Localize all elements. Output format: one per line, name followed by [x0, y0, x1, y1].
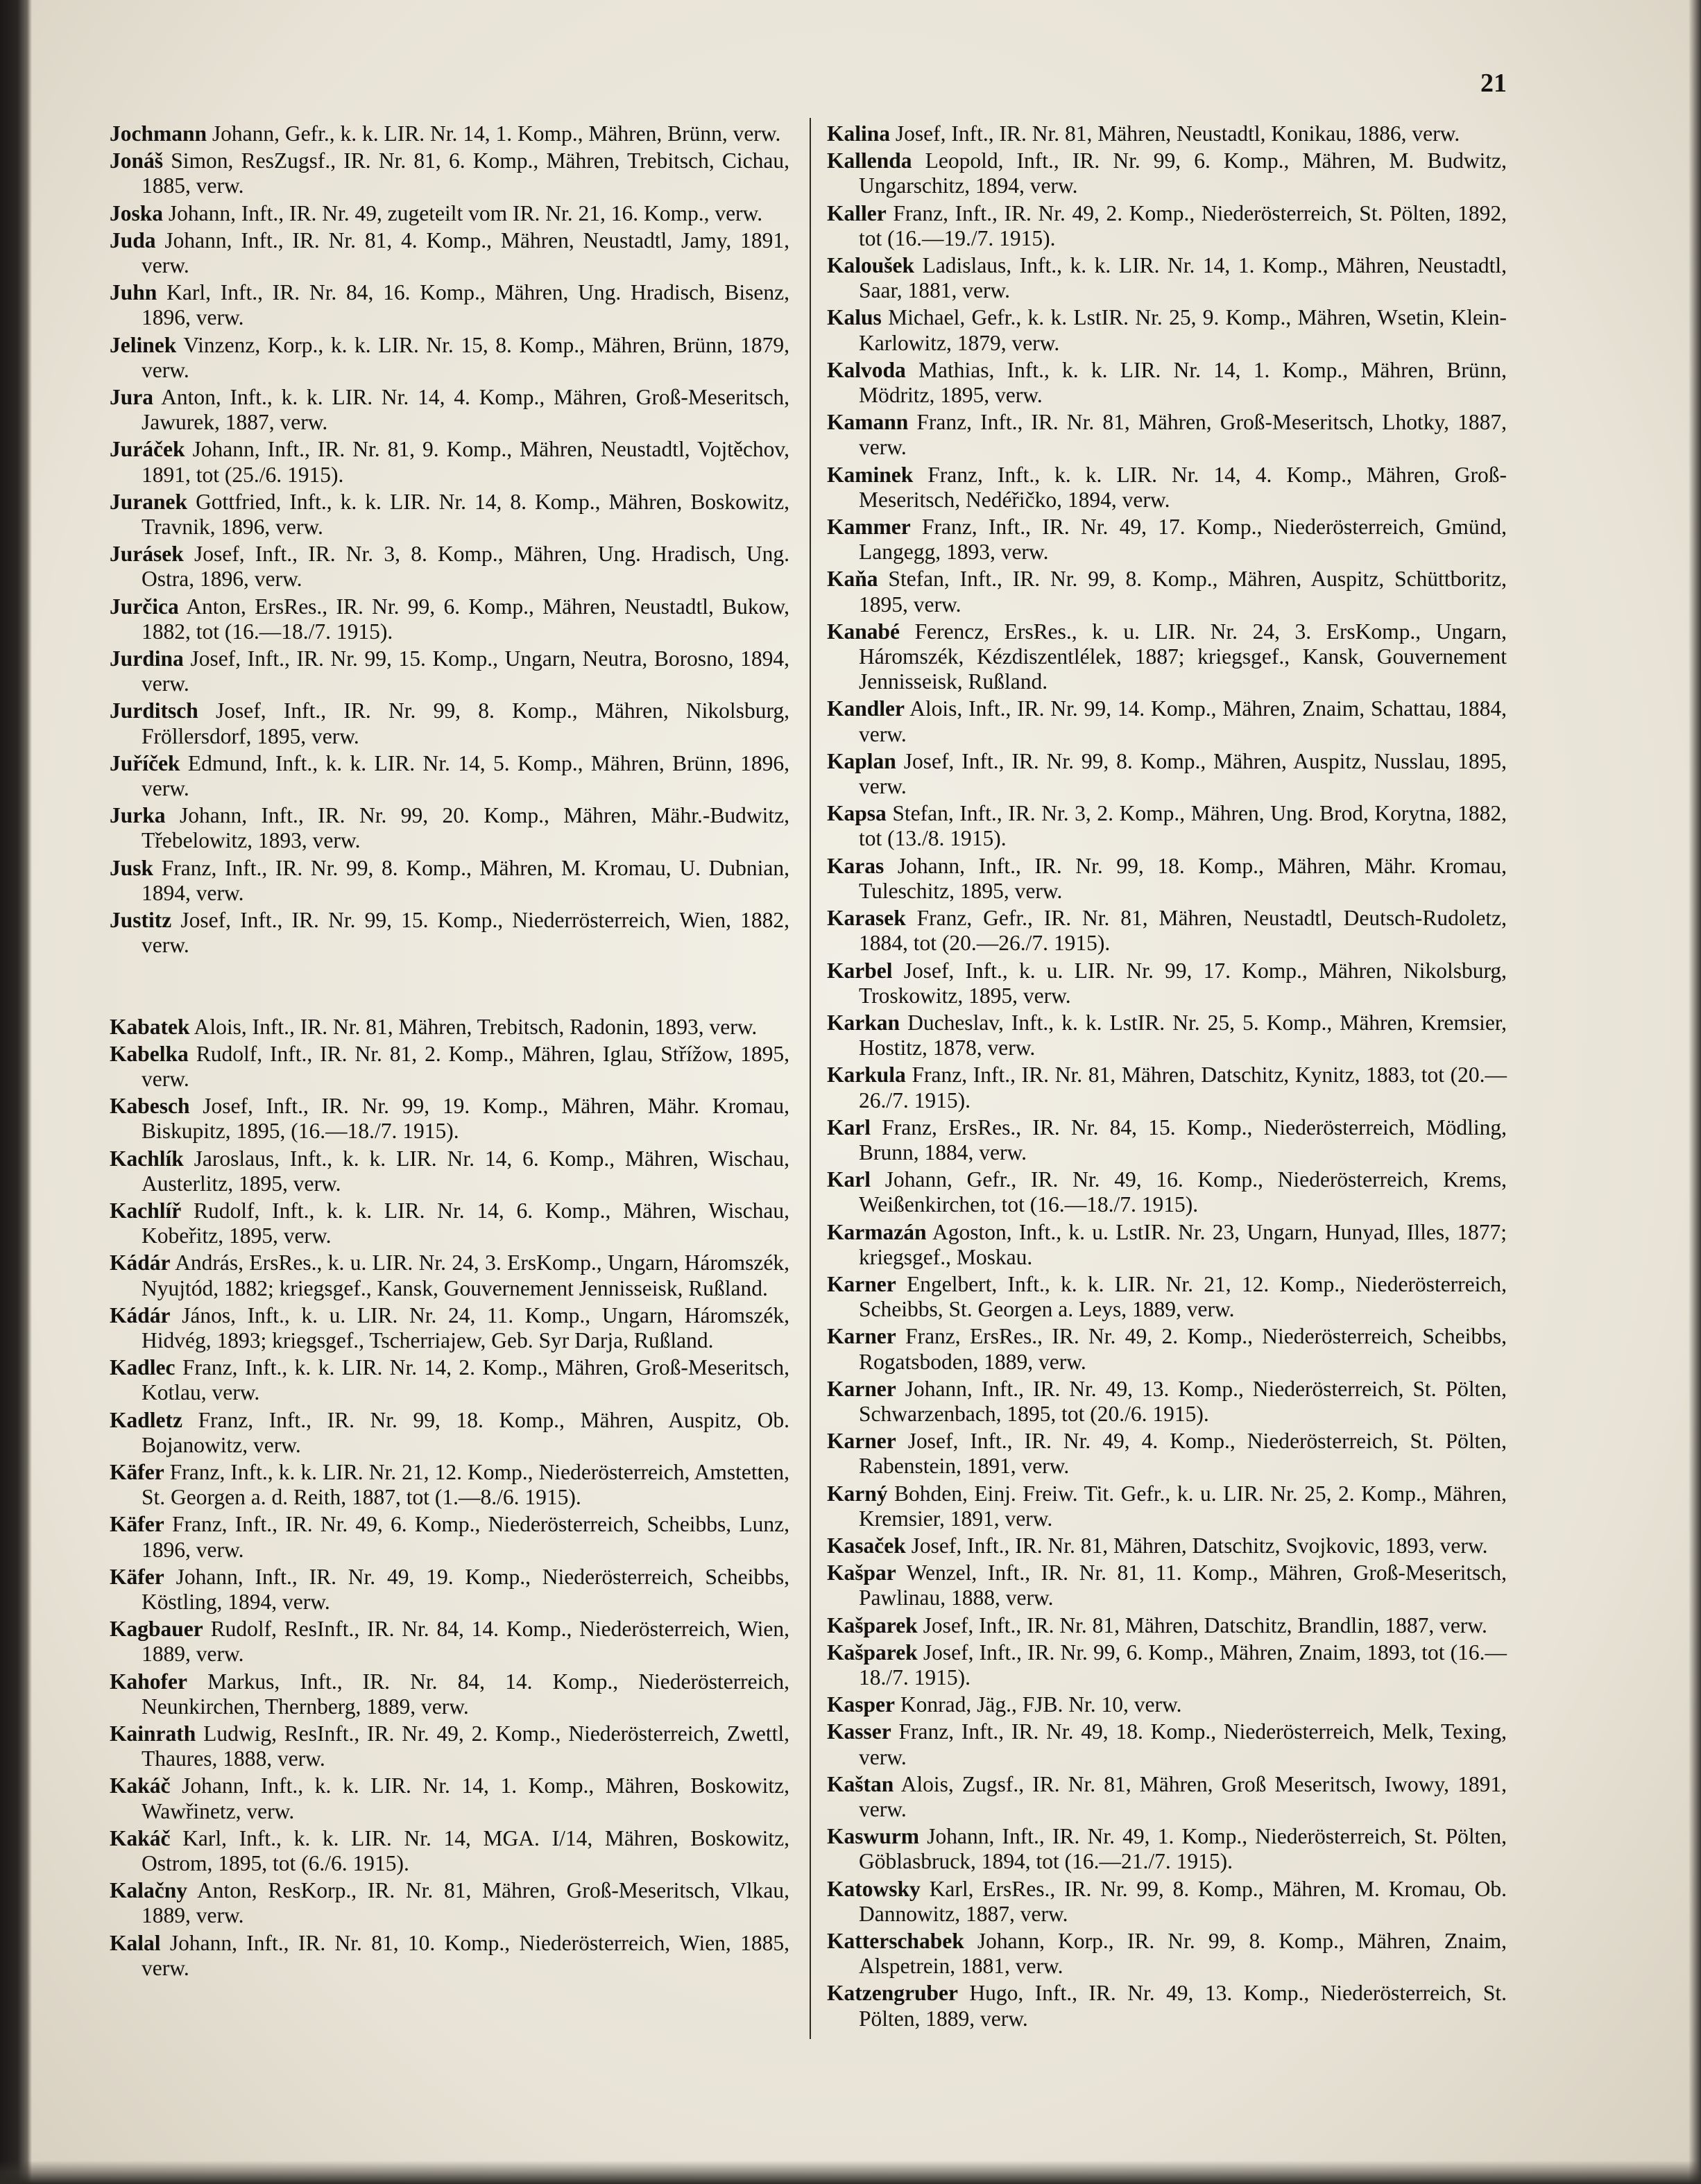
entry-surname: Karner [827, 1429, 896, 1454]
entry-surname: Karner [827, 1324, 896, 1349]
casualty-entry [827, 1719, 1507, 1769]
entry-details: Franz, Inft., IR. Nr. 49, 18. Komp., Niederösterreich, Melk, Texing, verw. [859, 1719, 1507, 1769]
entry-details: Franz, Gefr., IR. Nr. 81, Mähren, Neustadtl, Deutsch-Rudoletz, 1884, tot (20.—26./7. 1915). [859, 906, 1507, 956]
entry-details: Hugo, Inft., IR. Nr. 49, 13. Komp., Niederösterreich, St. Pölten, 1889, verw. [859, 1981, 1507, 2031]
casualty-entry [110, 856, 789, 906]
entry-surname: Karbel [827, 958, 893, 983]
entry-details: Josef, Inft., IR. Nr. 81, Mähren, Datschitz, Brandlin, 1887, verw. [923, 1613, 1487, 1637]
bottom-edge-shadow [0, 2160, 1701, 2184]
entry-surname: Kaňa [827, 567, 878, 592]
entry-surname: Kalus [827, 305, 882, 330]
entry-details: János, Inft., k. u. LIR. Nr. 24, 11. Komp., Ungarn, Háromszék, Hidvég, 1893; kriegsgef., Tscherriajew, Geb. Syr Darja, Rußland. [142, 1302, 790, 1352]
casualty-entry [110, 121, 789, 146]
entry-surname: Kaloušek [827, 253, 915, 278]
entry-details: Markus, Inft., IR. Nr. 84, 14. Komp., Niederösterreich, Neunkirchen, Thernberg, 1889, verw. [142, 1669, 790, 1719]
right-column [827, 121, 1507, 2033]
entry-surname: Karner [827, 1271, 896, 1296]
casualty-entry [827, 515, 1507, 565]
casualty-entry [827, 1929, 1507, 1979]
casualty-entry [827, 1220, 1507, 1270]
casualty-entry [827, 305, 1507, 355]
casualty-entry [827, 1877, 1507, 1927]
page-edge-shadow [1689, 0, 1701, 2184]
entry-surname: Jurásek [110, 542, 184, 567]
entry-surname: Karl [827, 1115, 871, 1140]
entry-details: Wenzel, Inft., IR. Nr. 81, 11. Komp., Mähren, Groß-Meseritsch, Pawlinau, 1888, verw. [859, 1560, 1507, 1610]
entry-details: Josef, Inft., IR. Nr. 99, 6. Komp., Mähren, Znaim, 1893, tot (16.—18./7. 1915). [859, 1640, 1507, 1689]
entry-details: Rudolf, ResInft., IR. Nr. 84, 14. Komp., Niederösterreich, Wien, 1889, verw. [142, 1617, 790, 1667]
entry-details: Stefan, Inft., IR. Nr. 99, 8. Komp., Mähren, Auspitz, Schüttboritz, 1895, verw. [859, 567, 1507, 617]
casualty-entry [110, 1773, 789, 1823]
entry-details: Franz, Inft., IR. Nr. 49, 17. Komp., Niederösterreich, Gmünd, Langegg, 1893, verw. [859, 515, 1507, 565]
entry-details: Jaroslaus, Inft., k. k. LIR. Nr. 14, 6. Komp., Mähren, Wischau, Austerlitz, 1895, verw. [142, 1146, 789, 1196]
entry-surname: Kádár [110, 1250, 171, 1275]
entry-details: Josef, Inft., IR. Nr. 81, Mähren, Datschitz, Svojkovic, 1893, verw. [911, 1533, 1488, 1558]
casualty-entry [110, 1303, 789, 1353]
entry-details: Franz, Inft., IR. Nr. 99, 18. Komp., Mähren, Auspitz, Ob. Bojanowitz, verw. [142, 1407, 790, 1457]
entry-surname: Jurčica [110, 594, 179, 619]
page-number: 21 [1480, 69, 1507, 98]
entry-surname: Kádár [110, 1302, 171, 1327]
entry-surname: Juhn [110, 280, 157, 305]
casualty-entry [110, 201, 789, 226]
entry-details: Ducheslav, Inft., k. k. LstIR. Nr. 25, 5. Komp., Mähren, Kremsier, Hostitz, 1878, verw. [859, 1010, 1507, 1060]
casualty-entry [110, 1669, 789, 1719]
entry-details: Anton, ResKorp., IR. Nr. 81, Mähren, Groß-Meseritsch, Vlkau, 1889, verw. [142, 1878, 790, 1928]
entry-surname: Kachlíř [110, 1198, 182, 1223]
entry-details: Franz, Inft., k. k. LIR. Nr. 14, 4. Komp., Mähren, Groß-Meseritsch, Nedéřičko, 1894, verw. [859, 462, 1507, 512]
entry-surname: Karas [827, 853, 884, 878]
entry-details: Ferencz, ErsRes., k. u. LIR. Nr. 24, 3. ErsKomp., Ungarn, Háromszék, Kézdiszentlélek, 1887; kriegsgef., Kansk, Gouvernement Jennisseisk, Rußland. [859, 619, 1507, 694]
entry-details: Michael, Gefr., k. k. LstIR. Nr. 25, 9. Komp., Mähren, Wsetin, Klein-Karlowitz, 1879, verw. [859, 305, 1507, 355]
entry-surname: Käfer [110, 1564, 164, 1589]
book-spine-shadow [0, 0, 32, 2184]
casualty-entry [110, 1250, 789, 1300]
entry-details: Franz, Inft., IR. Nr. 49, 2. Komp., Niederösterreich, St. Pölten, 1892, tot (16.—19./7. 1915). [859, 200, 1507, 250]
entry-surname: Justitz [110, 908, 172, 933]
entry-details: Stefan, Inft., IR. Nr. 3, 2. Komp., Mähren, Ung. Brod, Korytna, 1882, tot (13./8. 1915). [859, 801, 1507, 851]
casualty-entry [827, 749, 1507, 799]
casualty-entry [110, 1617, 789, 1667]
entry-surname: Kasaček [827, 1533, 906, 1558]
casualty-entry [827, 1115, 1507, 1165]
casualty-entry [110, 1042, 789, 1092]
casualty-entry [110, 908, 789, 958]
casualty-entry [110, 594, 789, 644]
casualty-entry [827, 1560, 1507, 1610]
casualty-entry [110, 228, 789, 278]
entry-details: Johann, Inft., IR. Nr. 81, 4. Komp., Mähren, Neustadtl, Jamy, 1891, verw. [142, 227, 789, 278]
casualty-entry [827, 201, 1507, 251]
casualty-entry [827, 801, 1507, 851]
entry-surname: Kadlec [110, 1355, 176, 1380]
casualty-entry [827, 1824, 1507, 1874]
casualty-entry [110, 1565, 789, 1615]
entry-details: Gottfried, Inft., k. k. LIR. Nr. 14, 8. Komp., Mähren, Boskowitz, Travnik, 1896, verw. [142, 489, 790, 540]
entry-details: Rudolf, Inft., IR. Nr. 81, 2. Komp., Mähren, Iglau, Střížow, 1895, verw. [142, 1041, 789, 1091]
entry-details: Johann, Gefr., k. k. LIR. Nr. 14, 1. Komp., Mähren, Brünn, verw. [212, 121, 781, 146]
entry-details: Johann, Inft., IR. Nr. 49, zugeteilt vom IR. Nr. 21, 16. Komp., verw. [168, 200, 763, 225]
casualty-entry [827, 1377, 1507, 1427]
casualty-entry [827, 696, 1507, 746]
entry-details: Franz, ErsRes., IR. Nr. 84, 15. Komp., Niederösterreich, Mödling, Brunn, 1884, verw. [859, 1115, 1507, 1164]
casualty-entry [827, 619, 1507, 695]
casualty-entry [110, 437, 789, 487]
casualty-entry [110, 1931, 789, 1981]
casualty-entry [110, 1408, 789, 1458]
entry-surname: Kamann [827, 410, 909, 435]
entry-surname: Kabatek [110, 1014, 190, 1039]
entry-surname: Jelinek [110, 332, 177, 357]
entry-details: Johann, Inft., IR. Nr. 99, 18. Komp., Mähren, Mähr. Kromau, Tuleschitz, 1895, verw. [859, 853, 1507, 903]
casualty-entry [110, 1094, 789, 1144]
casualty-entry [110, 646, 789, 696]
entry-details: Engelbert, Inft., k. k. LIR. Nr. 21, 12. Komp., Niederösterreich, Scheibbs, St. Georgen a. Leys, 1889, verw. [859, 1271, 1507, 1322]
entry-details: Josef, Inft., IR. Nr. 99, 15. Komp., Niederrösterreich, Wien, 1882, verw. [142, 908, 790, 958]
entry-details: Edmund, Inft., k. k. LIR. Nr. 14, 5. Komp., Mähren, Brünn, 1896, verw. [142, 750, 789, 801]
entry-surname: Jurdina [110, 646, 184, 671]
casualty-entry [110, 1015, 789, 1040]
casualty-entry [827, 1772, 1507, 1822]
entry-details: Franz, Inft., IR. Nr. 81, Mähren, Groß-Meseritsch, Lhotky, 1887, verw. [859, 410, 1507, 460]
entry-details: Franz, Inft., IR. Nr. 49, 6. Komp., Niederösterreich, Scheibbs, Lunz, 1896, verw. [142, 1512, 790, 1562]
entry-details: Johann, Inft., IR. Nr. 81, 10. Komp., Niederösterreich, Wien, 1885, verw. [142, 1930, 789, 1980]
casualty-entry [827, 1481, 1507, 1531]
entry-details: Johann, Inft., IR. Nr. 81, 9. Komp., Mähren, Neustadtl, Vojtěchov, 1891, tot (25./6. 1915). [142, 437, 790, 487]
entry-surname: Juráček [110, 437, 185, 462]
entry-details: Josef, Inft., IR. Nr. 49, 4. Komp., Niederösterreich, St. Pölten, Rabenstein, 1891, verw. [859, 1429, 1507, 1479]
entry-surname: Kabesch [110, 1094, 190, 1119]
entry-details: Franz, Inft., k. k. LIR. Nr. 14, 2. Komp., Mähren, Groß-Meseritsch, Kotlau, verw. [142, 1355, 789, 1405]
casualty-entry [110, 148, 789, 198]
casualty-entry [827, 463, 1507, 513]
entry-details: Johann, Inft., IR. Nr. 49, 13. Komp., Niederösterreich, St. Pölten, Schwarzenbach, 1895, tot (20./6. 1915). [859, 1376, 1507, 1426]
casualty-entry [110, 803, 789, 853]
entry-details: Josef, Inft., IR. Nr. 99, 8. Komp., Mähren, Auspitz, Nusslau, 1895, verw. [859, 748, 1507, 799]
casualty-entry [827, 121, 1507, 146]
entry-surname: Kasper [827, 1692, 895, 1717]
casualty-entry [110, 1146, 789, 1196]
casualty-entry [827, 567, 1507, 617]
entry-surname: Kakáč [110, 1773, 171, 1798]
entry-surname: Kakáč [110, 1825, 171, 1850]
entry-details: Franz, Inft., IR. Nr. 99, 8. Komp., Mähren, M. Kromau, U. Dubnian, 1894, verw. [142, 855, 790, 905]
entry-surname: Kabelka [110, 1041, 189, 1066]
entry-surname: Karl [827, 1167, 871, 1192]
entry-surname: Katterschabek [827, 1929, 964, 1954]
entry-details: Josef, Inft., IR. Nr. 3, 8. Komp., Mähren, Ung. Hradisch, Ung. Ostra, 1896, verw. [142, 542, 789, 592]
entry-details: Franz, Inft., k. k. LIR. Nr. 21, 12. Komp., Niederösterreich, Amstetten, St. Georgen a. d. Reith, 1887, tot (1.—8./6. 1915). [142, 1459, 790, 1510]
entry-details: Karl, Inft., k. k. LIR. Nr. 14, MGA. I/14, Mähren, Boskowitz, Ostrom, 1895, tot (6./6. 1915). [142, 1825, 790, 1875]
entry-surname: Karasek [827, 906, 906, 931]
casualty-entry [827, 148, 1507, 198]
casualty-entry [827, 358, 1507, 408]
entry-details: Anton, ErsRes., IR. Nr. 99, 6. Komp., Mähren, Neustadtl, Bukow, 1882, tot (16.—18./7. 1915). [142, 594, 790, 644]
entry-details: Anton, Inft., k. k. LIR. Nr. 14, 4. Komp., Mähren, Groß-Meseritsch, Jawurek, 1887, verw. [142, 385, 790, 435]
entry-surname: Käfer [110, 1459, 164, 1484]
entry-details: Johann, Inft., IR. Nr. 49, 19. Komp., Niederösterreich, Scheibbs, Köstling, 1894, verw. [142, 1564, 789, 1614]
entry-details: Franz, ErsRes., IR. Nr. 49, 2. Komp., Niederösterreich, Scheibbs, Rogatsboden, 1889, verw. [859, 1324, 1507, 1374]
casualty-entry [827, 1692, 1507, 1717]
casualty-entry [110, 542, 789, 592]
entry-surname: Kaplan [827, 748, 896, 773]
casualty-entry [827, 1429, 1507, 1479]
entry-surname: Jura [110, 385, 153, 410]
casualty-entry [827, 1613, 1507, 1638]
entry-surname: Jochmann [110, 121, 207, 146]
casualty-entry [827, 1533, 1507, 1558]
entry-details: Johann, Inft., k. k. LIR. Nr. 14, 1. Komp., Mähren, Boskowitz, Wawřinetz, verw. [142, 1773, 789, 1823]
entry-surname: Katzengruber [827, 1981, 958, 2006]
entry-details: Simon, ResZugsf., IR. Nr. 81, 6. Komp., Mähren, Trebitsch, Cichau, 1885, verw. [142, 148, 789, 198]
casualty-entry [827, 410, 1507, 460]
entry-details: Johann, Inft., IR. Nr. 99, 20. Komp., Mähren, Mähr.-Budwitz, Třebelowitz, 1893, verw. [142, 803, 790, 853]
entry-surname: Kadletz [110, 1407, 182, 1432]
entry-details: Karl, Inft., IR. Nr. 84, 16. Komp., Mähren, Ung. Hradisch, Bisenz, 1896, verw. [142, 280, 790, 330]
entry-surname: Katowsky [827, 1876, 921, 1901]
entry-surname: Kanabé [827, 619, 900, 644]
entry-surname: Kalal [110, 1930, 161, 1955]
entry-details: Agoston, Inft., k. u. LstIR. Nr. 23, Ungarn, Hunyad, Illes, 1877; kriegsgef., Moskau. [859, 1219, 1507, 1269]
entry-surname: Kachlík [110, 1146, 184, 1171]
entry-details: Franz, Inft., IR. Nr. 81, Mähren, Datschitz, Kynitz, 1883, tot (20.—26./7. 1915). [859, 1063, 1507, 1112]
casualty-entry [827, 1167, 1507, 1217]
entry-details: Bohden, Einj. Freiw. Tit. Gefr., k. u. LIR. Nr. 25, 2. Komp., Mähren, Kremsier, 1891, verw. [859, 1481, 1507, 1531]
entry-surname: Kammer [827, 515, 911, 540]
entry-surname: Kašparek [827, 1613, 918, 1637]
casualty-entry [827, 906, 1507, 956]
entry-surname: Kasser [827, 1719, 891, 1744]
entry-surname: Kaller [827, 200, 887, 225]
left-column [110, 121, 789, 1983]
entry-surname: Kašpar [827, 1560, 896, 1585]
entry-details: Josef, Inft., IR. Nr. 81, Mähren, Neustadtl, Konikau, 1886, verw. [895, 121, 1460, 146]
entry-details: Josef, Inft., IR. Nr. 99, 19. Komp., Mähren, Mähr. Kromau, Biskupitz, 1895, (16.—18./7. 1915). [142, 1094, 789, 1144]
casualty-entry [827, 253, 1507, 303]
entry-surname: Karner [827, 1376, 896, 1401]
entry-surname: Kaminek [827, 462, 914, 487]
entry-surname: Kahofer [110, 1669, 187, 1694]
entry-surname: Karkula [827, 1063, 906, 1087]
casualty-entry [110, 698, 789, 748]
casualty-entry [827, 1640, 1507, 1690]
casualty-entry [827, 1011, 1507, 1060]
casualty-entry [110, 1721, 789, 1771]
entry-surname: Joska [110, 200, 164, 225]
casualty-entry [110, 490, 789, 540]
entry-surname: Kalvoda [827, 357, 906, 382]
entry-surname: Kapsa [827, 801, 887, 826]
entry-details: Alois, Zugsf., IR. Nr. 81, Mähren, Groß Meseritsch, Iwowy, 1891, verw. [859, 1771, 1507, 1821]
entry-surname: Kallenda [827, 148, 912, 173]
entry-surname: Kalačny [110, 1878, 188, 1903]
entry-details: Karl, ErsRes., IR. Nr. 99, 8. Komp., Mähren, M. Kromau, Ob. Dannowitz, 1887, verw. [859, 1876, 1507, 1926]
casualty-entry [110, 280, 789, 330]
entry-details: Leopold, Inft., IR. Nr. 99, 6. Komp., Mähren, M. Budwitz, Ungarschitz, 1894, verw. [859, 148, 1507, 198]
entry-details: Josef, Inft., k. u. LIR. Nr. 99, 17. Komp., Mähren, Nikolsburg, Troskowitz, 1895, verw. [859, 958, 1507, 1008]
casualty-entry [827, 1272, 1507, 1322]
entry-surname: Jurka [110, 803, 166, 828]
entry-details: Josef, Inft., IR. Nr. 99, 15. Komp., Ungarn, Neutra, Borosno, 1894, verw. [142, 646, 790, 696]
casualty-entry [110, 385, 789, 435]
casualty-entry [110, 1198, 789, 1248]
entry-surname: Juranek [110, 489, 188, 514]
entry-details: András, ErsRes., k. u. LIR. Nr. 24, 3. ErsKomp., Ungarn, Háromszék, Nyujtód, 1882; kriegsgef., Kansk, Gouvernement Jennisseisk, Rußland. [142, 1250, 789, 1300]
casualty-entry [827, 958, 1507, 1008]
casualty-entry [827, 1324, 1507, 1374]
casualty-entry [110, 1355, 789, 1405]
casualty-entry [110, 1460, 789, 1510]
entry-details: Mathias, Inft., k. k. LIR. Nr. 14, 1. Komp., Mähren, Brünn, Mödritz, 1895, verw. [859, 357, 1507, 408]
entry-surname: Jurditsch [110, 698, 198, 723]
casualty-entry [110, 333, 789, 383]
entry-details: Rudolf, Inft., k. k. LIR. Nr. 14, 6. Komp., Mähren, Wischau, Kobeřitz, 1895, verw. [142, 1198, 790, 1248]
entry-surname: Kaštan [827, 1771, 894, 1796]
entry-surname: Juříček [110, 750, 180, 775]
entry-details: Vinzenz, Korp., k. k. LIR. Nr. 15, 8. Komp., Mähren, Brünn, 1879, verw. [142, 332, 789, 382]
entry-surname: Kagbauer [110, 1617, 203, 1642]
entry-surname: Käfer [110, 1512, 164, 1537]
entry-details: Ludwig, ResInft., IR. Nr. 49, 2. Komp., Niederösterreich, Zwettl, Thaures, 1888, verw. [142, 1721, 789, 1771]
entry-details: Josef, Inft., IR. Nr. 99, 8. Komp., Mähren, Nikolsburg, Fröllersdorf, 1895, verw. [142, 698, 789, 748]
entry-details: Konrad, Jäg., FJB. Nr. 10, verw. [900, 1692, 1182, 1717]
casualty-entry [110, 1826, 789, 1876]
casualty-entry [110, 751, 789, 801]
casualty-entry [110, 1878, 789, 1928]
entry-surname: Karný [827, 1481, 888, 1506]
entry-surname: Karmazán [827, 1219, 927, 1244]
casualty-entry [110, 1512, 789, 1562]
casualty-entry [827, 1063, 1507, 1112]
entry-details: Alois, Inft., IR. Nr. 99, 14. Komp., Mähren, Znaim, Schattau, 1884, verw. [859, 696, 1507, 746]
entry-details: Alois, Inft., IR. Nr. 81, Mähren, Trebitsch, Radonin, 1893, verw. [194, 1014, 758, 1039]
entry-surname: Kandler [827, 696, 905, 721]
entry-surname: Kainrath [110, 1721, 196, 1746]
entry-surname: Juda [110, 227, 156, 252]
entry-surname: Kašparek [827, 1640, 918, 1665]
section-gap [110, 961, 789, 1015]
column-divider [810, 118, 811, 2039]
casualty-entry [827, 1981, 1507, 2031]
entry-surname: Kaswurm [827, 1824, 919, 1849]
entry-surname: Kalina [827, 121, 891, 146]
entry-details: Johann, Inft., IR. Nr. 49, 1. Komp., Niederösterreich, St. Pölten, Göblasbruck, 1894, tot (16.—21./7. 1915). [859, 1824, 1507, 1874]
entry-surname: Jusk [110, 855, 154, 880]
entry-details: Johann, Korp., IR. Nr. 99, 8. Komp., Mähren, Znaim, Alspetrein, 1881, verw. [859, 1929, 1507, 1979]
entry-details: Johann, Gefr., IR. Nr. 49, 16. Komp., Niederösterreich, Krems, Weißenkirchen, tot (16.—18./7. 1915). [859, 1167, 1507, 1217]
casualty-entry [827, 854, 1507, 904]
entry-surname: Jonáš [110, 148, 164, 173]
entry-surname: Karkan [827, 1010, 900, 1035]
entry-details: Ladislaus, Inft., k. k. LIR. Nr. 14, 1. Komp., Mähren, Neustadtl, Saar, 1881, verw. [859, 253, 1507, 303]
